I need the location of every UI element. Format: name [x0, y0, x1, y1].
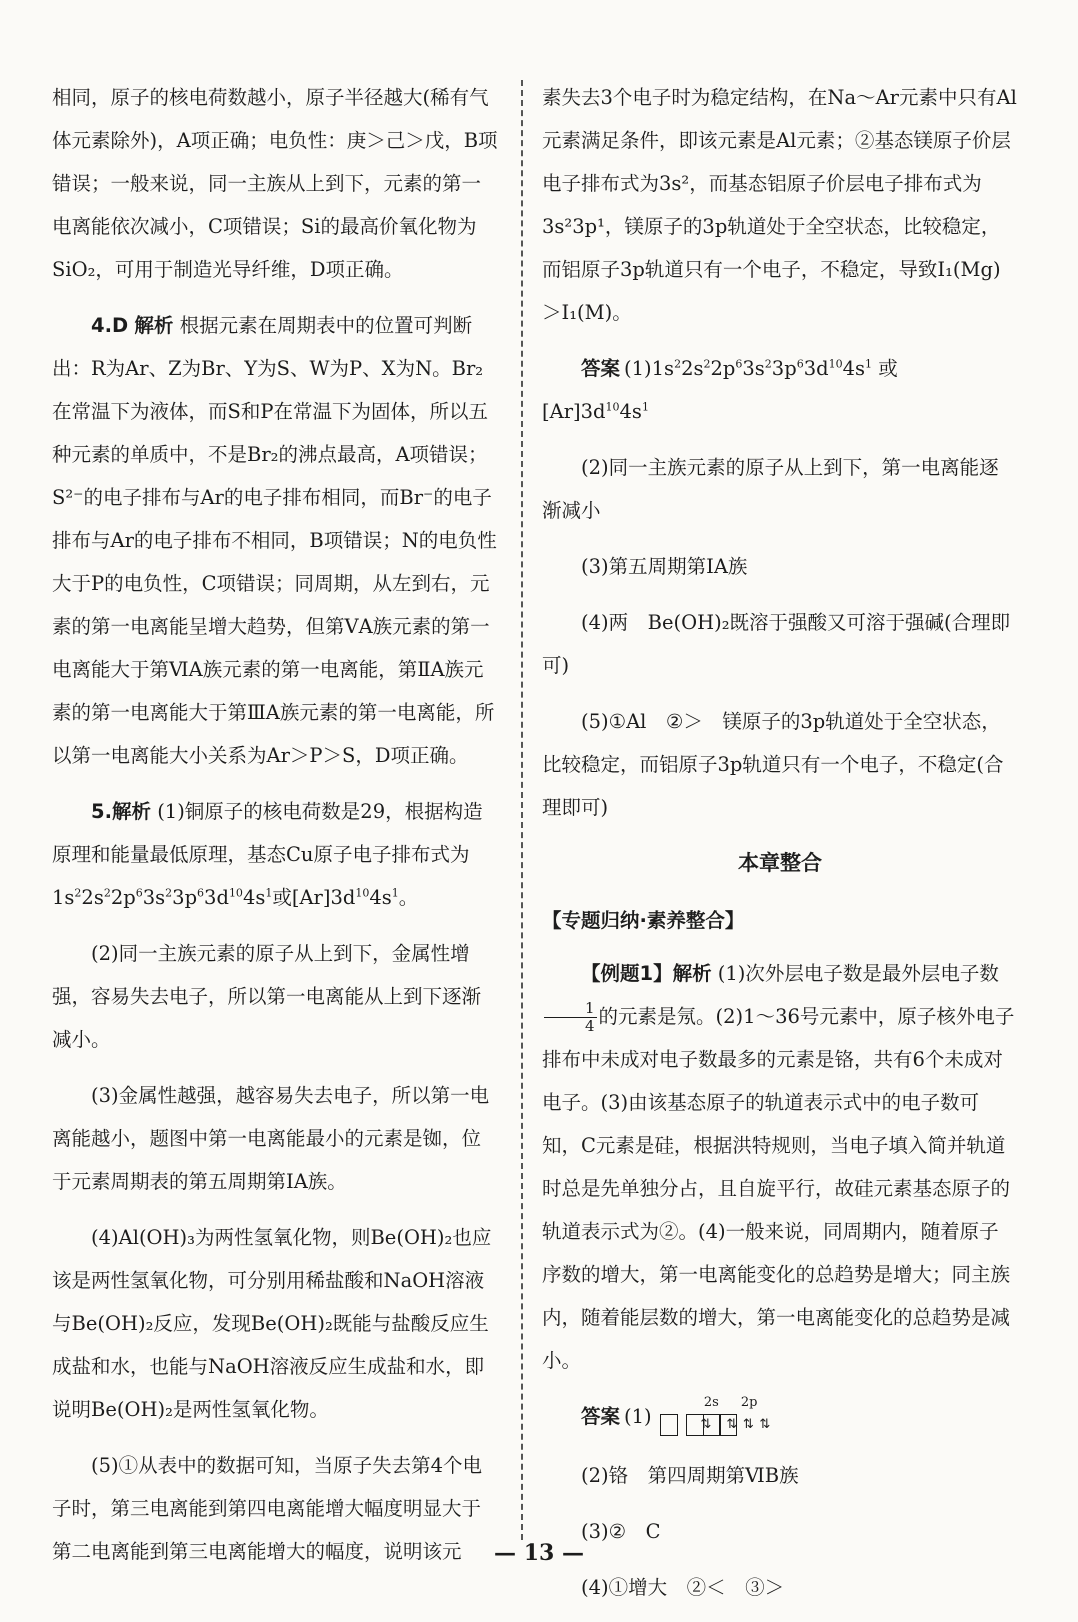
left-column — [52, 76, 500, 1586]
question-5-part1: 5.解析 (1)铜原子的核电荷数是29，根据构造原理和能量最低原理，基态Cu原子电子排布式为$1s^22s^22p^63s^23p^63d^{10}4s^1$或$[Ar]3d^{10}4s^1$。 — [52, 800, 483, 909]
orbital-box: ⇅ — [686, 1414, 704, 1436]
fraction: $\frac{1}{4}$ — [544, 1000, 597, 1035]
question-4: 4.D 解析 根据元素在周期表中的位置可判断出：R为Ar、Z为Br、Y为S、W为P、X为N。Br₂在常温下为液体，而S和P在常温下为固体，所以五种元素的单质中，不是Br₂的沸点最高，A项错误；S²⁻的电子排布与Ar的电子排布相同，而Br⁻的电子排布与Ar的电子排布不相同，B项错误；N的电负性大于P的电负性，C项错误；同周期，从左到右，元素的第一电离能呈增大趋势，但第ⅤA族元素的第一电离能大于第ⅥA族元素的第一电离能，第ⅡA族元素的第一电离能大于第ⅢA族元素的第一电离能，所以第一电离能大小关系为Ar＞P＞S，D项正确。 — [52, 314, 497, 767]
answer-5: (5)①Al ②＞ 镁原子的3p轨道处于全空状态，比较稳定，而铝原子3p轨道只有一个电子，不稳定(合理即可) — [542, 710, 1004, 819]
question-5-part4: (4)Al(OH)₃为两性氢氧化物，则Be(OH)₂也应该是两性氢氧化物，可分别用稀盐酸和NaOH溶液与Be(OH)₂反应，发现Be(OH)₂既能与盐酸反应生成盐和水，也能与NaOH溶液反应生成盐和水，即说明Be(OH)₂是两性氢氧化物。 — [52, 1226, 492, 1421]
orbital-diagram: 2s 2p ⇅ ⇅ ⇅ ⇅ — [662, 1398, 772, 1438]
answer-2: (2)同一主族元素的原子从上到下，第一电离能逐渐减小 — [542, 456, 999, 522]
question-5-part5: (5)①从表中的数据可知，当原子失去第4个电子时，第三电离能到第四电离能增大幅度明显大于第二电离能到第三电离能增大的幅度，说明该元 — [52, 1454, 483, 1563]
example-1-answer-1: 答案 (1) 2s 2p ⇅ ⇅ ⇅ ⇅ — [542, 1395, 1018, 1441]
column-divider — [521, 80, 523, 1540]
chapter-title: 本章整合 — [738, 851, 822, 875]
example-1-answer-3: (3)② C — [581, 1520, 661, 1543]
orbital-box: ⇅ — [660, 1414, 678, 1436]
answer-1: 答案 $(1)1s^22s^22p^63s^23p^63d^{10}4s^1$ 或 $[Ar]3d^{10}4s^1$ — [542, 357, 898, 423]
answer-3: (3)第五周期第ⅠA族 — [581, 555, 748, 578]
orbital-box: ⇅ — [719, 1414, 737, 1436]
example-1-answer-2: (2)铬 第四周期第ⅥB族 — [581, 1464, 799, 1487]
orbital-box: ⇅ — [703, 1414, 721, 1436]
section-title: 【专题归纳·素养整合】 — [542, 909, 745, 932]
question-5-part3: (3)金属性越强，越容易失去电子，所以第一电离能越小，题图中第一电离能最小的元素是铷，位于元素周期表的第五周期第ⅠA族。 — [52, 1084, 490, 1193]
paragraph: 素失去3个电子时为稳定结构，在Na～Ar元素中只有Al元素满足条件，即该元素是Al元素；②基态镁原子价层电子排布式为3s²，而基态铝原子价层电子排布式为3s²3p¹，镁原子的3p轨道处于全空状态，比较稳定，而铝原子3p轨道只有一个电子，不稳定，导致I₁(Mg)＞I₁(M)。 — [542, 86, 1017, 324]
answer-4: (4)两 Be(OH)₂既溶于强酸又可溶于强碱(合理即可) — [542, 611, 1011, 677]
page-number: — 13 — — [494, 1540, 584, 1566]
question-5-part2: (2)同一主族元素的原子从上到下，金属性增强，容易失去电子，所以第一电离能从上到下逐渐减小。 — [52, 942, 482, 1051]
example-1-answer-4: (4)①增大 ②＜ ③＞ — [581, 1576, 785, 1599]
right-column — [542, 76, 1018, 1622]
paragraph: 相同，原子的核电荷数越小，原子半径越大(稀有气体元素除外)，A项正确；电负性：庚＞己＞戊，B项错误；一般来说，同一主族从上到下，元素的第一电离能依次减小，C项错误；Si的最高价氧化物为SiO₂，可用于制造光导纤维，D项正确。 — [52, 86, 498, 281]
example-1: 【例题1】解析 (1)次外层电子数是最外层电子数 $\frac{1}{4}$ 的元素是氖。(2)1～36号元素中，原子核外电子排布中未成对电子数最多的元素是铬，共有6个未成对电子。(3)由该基态原子的轨道表示式中的电子数可知，C元素是硅，根据洪特规则，当电子填入简并轨道时总是先单独分占，且自旋平行，故硅元素基态原子的轨道表示式为②。(4)一般来说，同周期内，随着原子序数的增大，第一电离能变化的总趋势是增大；同主族内，随着能层数的增大，第一电离能变化的总趋势是减小。 — [542, 962, 1015, 1372]
